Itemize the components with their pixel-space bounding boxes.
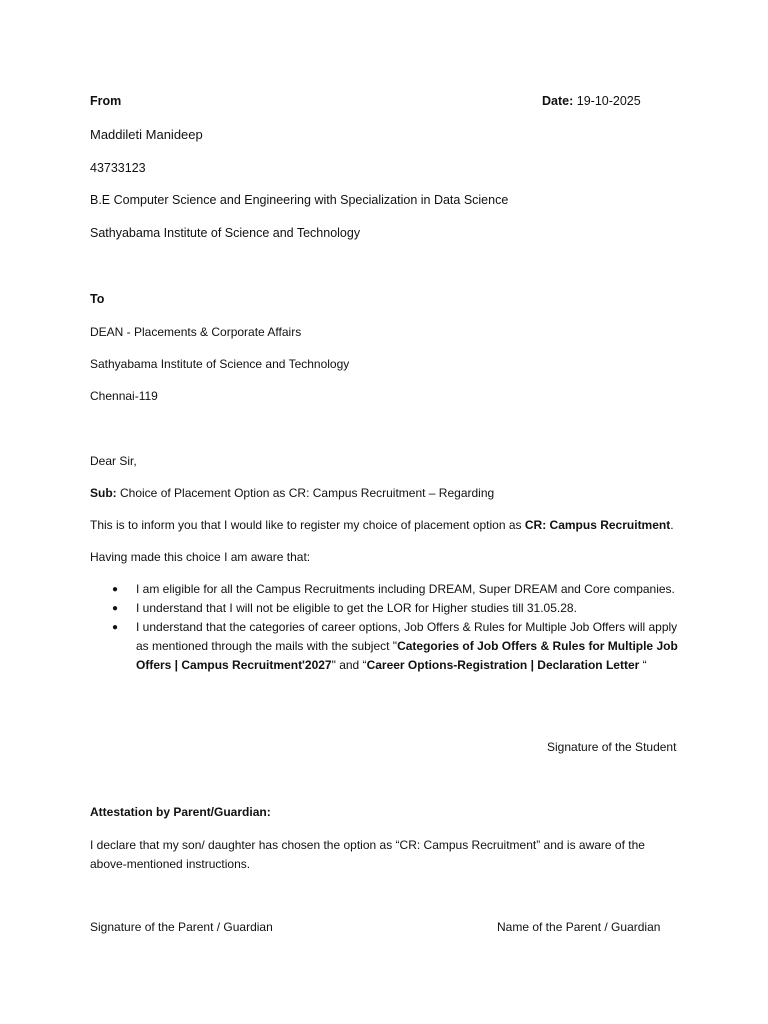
parent-signature-label: Signature of the Parent / Guardian — [90, 920, 273, 934]
list-item — [90, 599, 680, 618]
recipient-institution: Sathyabama Institute of Science and Technology — [90, 357, 350, 371]
list-item — [90, 618, 680, 675]
bullet-3-subject-1: Categories of Job Offers & Rules for Multiple Job Offers | Campus Recruitment'2027 — [136, 639, 678, 672]
sender-reg-no: 43733123 — [90, 161, 146, 175]
to-label: To — [90, 292, 105, 306]
bullet-3-subject-2: Career Options-Registration | Declaration Letter — [366, 658, 640, 672]
from-label: From — [90, 94, 122, 108]
bullet-1-text: I am eligible for all the Campus Recruitments including DREAM, Super DREAM and Core companies. — [136, 582, 675, 596]
student-signature-label: Signature of the Student — [547, 740, 677, 754]
bullet-3-mid: " and “ — [331, 658, 367, 672]
list-item — [90, 580, 680, 599]
recipient-city: Chennai-119 — [90, 389, 158, 403]
recipient-designation: DEAN - Placements & Corporate Affairs — [90, 325, 302, 339]
awareness-list — [90, 580, 680, 675]
inform-end: . — [670, 518, 674, 532]
bullet-3-pre: I understand that the categories of career options, Job Offers & Rules for Multiple Job Offers will apply as mentioned through the mails with the subject " — [136, 620, 678, 653]
date-line — [542, 94, 641, 108]
subject-label: Sub: — [90, 486, 117, 500]
parent-declaration: I declare that my son/ daughter has chosen the option as “CR: Campus Recruitment” and is aware of the above-mentioned instructions. — [90, 838, 645, 871]
inform-paragraph — [90, 518, 674, 532]
inform-option: CR: Campus Recruitment — [524, 518, 671, 532]
bullet-3-end: “ — [639, 658, 647, 672]
date-label: Date: — [542, 94, 574, 108]
sender-name: Maddileti Manideep — [90, 127, 203, 142]
inform-text: This is to inform you that I would like to register my choice of placement option as — [90, 518, 525, 532]
aware-text: Having made this choice I am aware that: — [90, 550, 311, 564]
parent-name-label: Name of the Parent / Guardian — [497, 920, 661, 934]
date-value: 19-10-2025 — [576, 94, 641, 108]
sender-course: B.E Computer Science and Engineering with Specialization in Data Science — [90, 193, 509, 207]
sender-institution: Sathyabama Institute of Science and Technology — [90, 226, 361, 240]
greeting: Dear Sir, — [90, 454, 137, 468]
bullet-2-text: I understand that I will not be eligible to get the LOR for Higher studies till 31.05.28. — [136, 601, 577, 615]
subject-line — [90, 486, 494, 500]
attestation-heading: Attestation by Parent/Guardian: — [90, 805, 271, 819]
subject-text: Choice of Placement Option as CR: Campus Recruitment – Regarding — [116, 486, 495, 500]
